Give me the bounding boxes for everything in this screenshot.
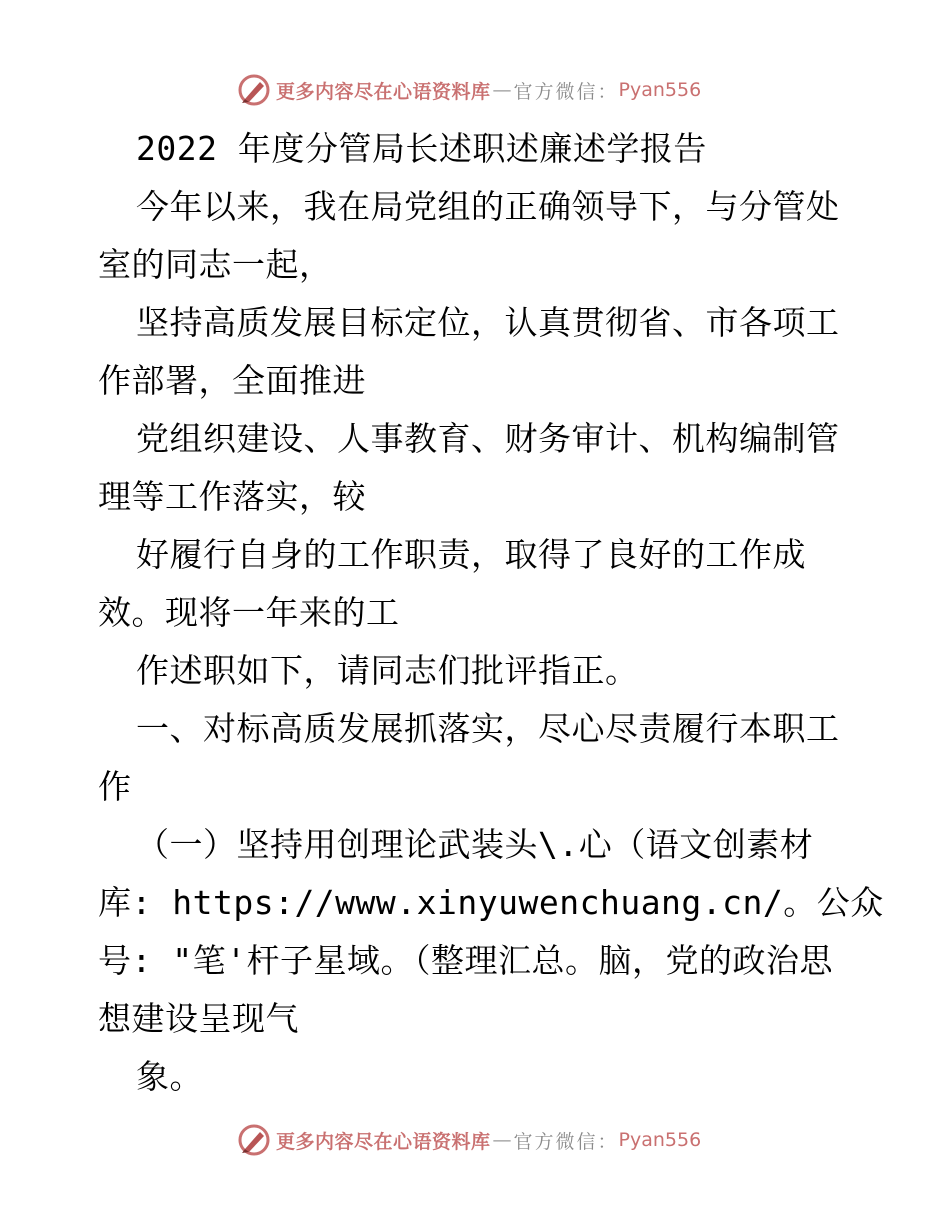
paragraph-line: 象。 xyxy=(136,1057,203,1096)
watermark-wechat-id: Pyan556 xyxy=(618,1129,702,1151)
paragraph-line: 效。现将一年来的工 xyxy=(98,593,400,632)
paragraph-line: 作述职如下，请同志们批评指正。 xyxy=(136,651,639,690)
paragraph-line: 理等工作落实，较 xyxy=(98,477,366,516)
paragraph-line: 作部署，全面推进 xyxy=(98,361,366,400)
paragraph-line: 库: https://www.xinyuwenchuang.cn/。公众 xyxy=(98,883,884,922)
watermark-main-text: 更多内容尽在心语资料库 xyxy=(276,80,491,103)
document-title: 2022 年度分管局长述职述廉述学报告 xyxy=(136,129,707,168)
paragraph-line: 坚持高质发展目标定位，认真贯彻省、市各项工 xyxy=(136,303,840,342)
watermark-wechat-id: Pyan556 xyxy=(618,79,702,101)
paragraph-line: 今年以来，我在局党组的正确领导下，与分管处 xyxy=(136,187,840,226)
watermark-separator: — xyxy=(492,79,512,101)
paragraph-line: 党组织建设、人事教育、财务审计、机构编制管 xyxy=(136,419,840,458)
paragraph-line: 想建设呈现气 xyxy=(98,999,299,1038)
watermark-header xyxy=(236,72,701,108)
watermark-sub-text: 官方微信： xyxy=(513,1130,619,1153)
watermark-footer xyxy=(236,1122,701,1158)
paragraph-line: 室的同志一起， xyxy=(98,245,333,284)
section-heading: 一、对标高质发展抓落实，尽心尽责履行本职工 xyxy=(136,709,840,748)
pen-nib-circle-icon xyxy=(236,1122,272,1158)
paragraph-line: 号: "笔'杆子星域。（整理汇总。脑，党的政治思 xyxy=(98,941,833,980)
subsection-heading: （一）坚持用创理论武装头\.心（语文创素材 xyxy=(136,825,814,864)
paragraph-line: 好履行自身的工作职责，取得了良好的工作成 xyxy=(136,535,806,574)
watermark-separator: — xyxy=(492,1129,512,1151)
section-heading-continued: 作 xyxy=(98,767,132,806)
document-body xyxy=(98,120,884,1106)
pen-nib-circle-icon xyxy=(236,72,272,108)
watermark-sub-text: 官方微信： xyxy=(513,80,619,103)
watermark-main-text: 更多内容尽在心语资料库 xyxy=(276,1130,491,1153)
